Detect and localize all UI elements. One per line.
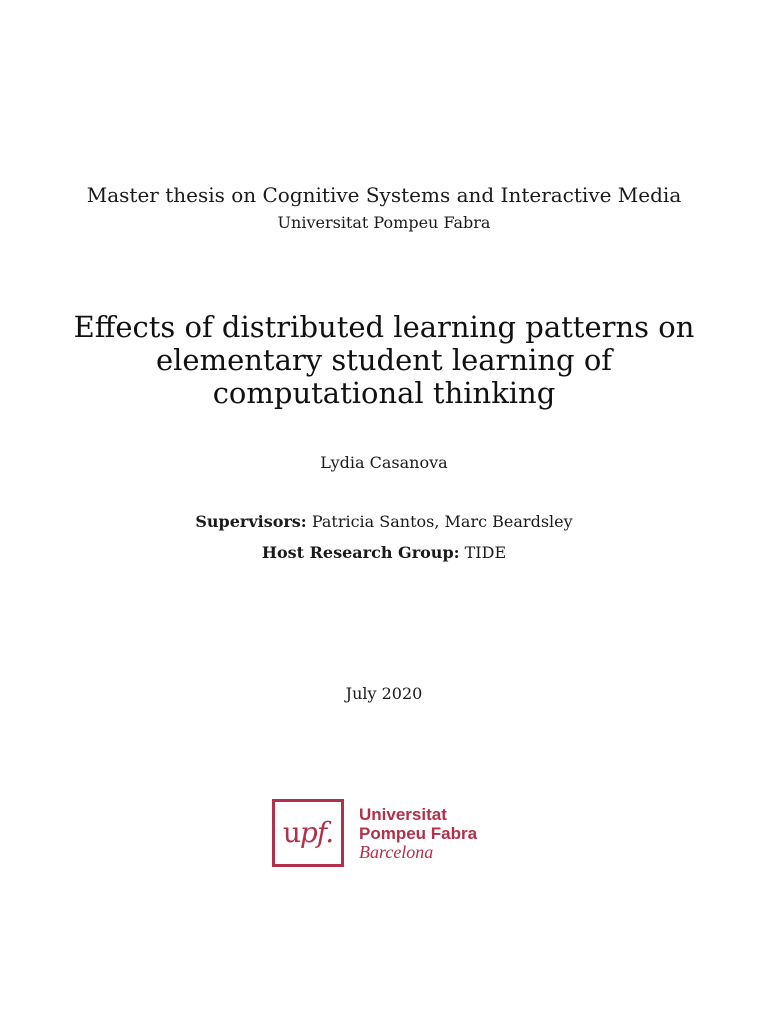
program-heading: Master thesis on Cognitive Systems and Interactive Media	[86, 183, 682, 207]
logo-mark-italic: pf.	[299, 816, 334, 849]
title-line-3: computational thinking	[212, 376, 556, 410]
host-group-value: TIDE	[464, 543, 507, 562]
thesis-date: July 2020	[345, 684, 423, 703]
supervisors-value: Patricia Santos, Marc Beardsley	[311, 512, 573, 531]
logo-line-1: Universitat	[359, 805, 447, 824]
logo-line-3: Barcelona	[359, 842, 434, 862]
upf-logo-mark	[272, 799, 344, 867]
university-name: Universitat Pompeu Fabra	[277, 213, 491, 232]
title-line-1: Effects of distributed learning patterns on	[73, 310, 695, 344]
upf-logo-wordmark	[359, 805, 477, 862]
upf-logo	[272, 799, 502, 873]
host-group-label: Host Research Group:	[261, 543, 460, 562]
logo-line-2: Pompeu Fabra	[359, 824, 478, 843]
author-name: Lydia Casanova	[320, 453, 448, 472]
supervisors-line	[0, 509, 768, 535]
supervisors-label: Supervisors:	[195, 512, 307, 531]
title-line-2: elementary student learning of	[155, 343, 613, 377]
thesis-title	[0, 311, 768, 410]
host-group-line	[0, 540, 768, 566]
logo-mark-prefix: u	[282, 816, 300, 849]
